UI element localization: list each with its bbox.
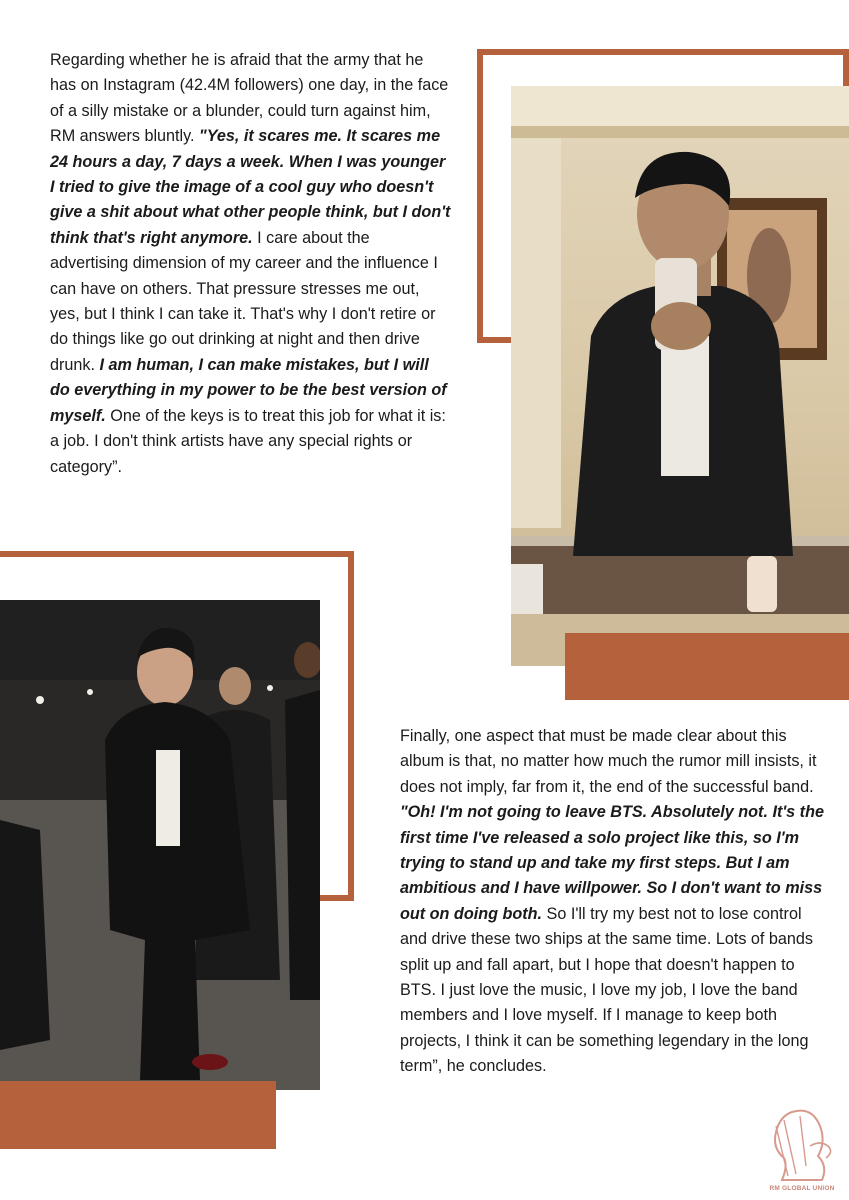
paragraph-1-end: One of the keys is to treat this job for what it is: a job. I don't think artists have any special rights or category”. (50, 406, 446, 476)
paragraph-1-quote-1: "Yes, it scares me. It scares me 24 hours a day, 7 days a week. When I was younger I tried to give the image of a cool guy who doesn't give a shit about what other people think, but I don't think that's right anymore. (50, 127, 451, 247)
paragraph-2-quote: "Oh! I'm not going to leave BTS. Absolutely not. It's the first time I've released a solo project like this, so I'm trying to stand up and take my first steps. But I am ambitious and I have willpower. So I don't want to miss out on doing both. (400, 803, 824, 923)
paragraph-1-quote-2: I am human, I can make mistakes, but I will do everything in my power to be the best version of myself. (50, 355, 447, 425)
mirror-selfie-photo (511, 86, 849, 666)
paragraph-2-intro: Finally, one aspect that must be made clear about this album is that, no matter how much the rumor mill insists, it does not imply, far from it, the end of the successful band. (400, 727, 817, 796)
paragraph-1-intro: Regarding whether he is afraid that the army that he has on Instagram (42.4M followers) one day, in the face of a silly mistake or a blunder, could turn against him, RM answers bluntly. (50, 51, 449, 146)
accent-block-top (565, 633, 849, 700)
article-paragraph-2 (400, 724, 832, 1080)
article-paragraph-1 (50, 48, 452, 480)
paragraph-1-middle: I care about the advertising dimension of my career and the influence I can have on others. That pressure stresses me out, yes, but I think I can take it. That's why I don't retire or do things like go out drinking at night and then drive drunk. (50, 228, 438, 374)
rm-global-union-logo (762, 1106, 842, 1192)
red-carpet-illustration (0, 600, 320, 1090)
paragraph-2-end: So I'll try my best not to lose control and drive these two ships at the same time. Lots of bands split up and fall apart, but I hope that doesn't happen to BTS. I just love the music, I love my job, I love the band members and I love myself. If I manage to keep both projects, I think it can be something legendary in the long term”, he concludes. (400, 904, 814, 1076)
mirror-selfie-illustration (511, 86, 849, 666)
red-carpet-photo (0, 600, 320, 1090)
logo-text: RM GLOBAL UNION (769, 1185, 835, 1192)
silhouette-logo-icon (762, 1106, 842, 1184)
accent-block-bottom (0, 1081, 276, 1149)
